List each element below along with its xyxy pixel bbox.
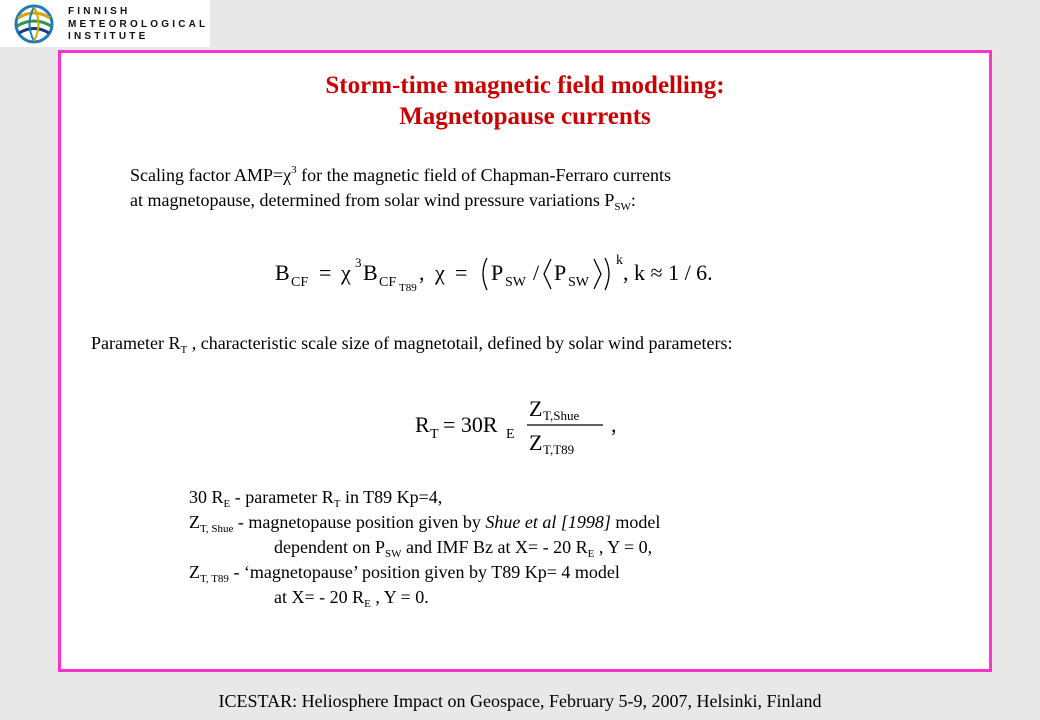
svg-text:T,Shue: T,Shue: [543, 408, 580, 423]
param-rt-line: Parameter $R_T$ , characteristic scale size of magnetotail, defined by solar wind parameters:: [91, 333, 733, 356]
fmi-globe-icon: [10, 4, 62, 44]
svg-text:SW: SW: [505, 275, 526, 290]
svg-text:B: B: [363, 260, 378, 285]
note-line-1: 30 $R_E$ - parameter $R_T$ in T89 Kp=4,: [189, 487, 443, 510]
svg-text:P: P: [491, 260, 504, 285]
note-line-2: $Z_{T, Shue}$ - magnetopause position given by Shue et al [1998] model: [189, 512, 661, 535]
svg-text:Z: Z: [529, 396, 543, 421]
svg-text:T,T89: T,T89: [543, 442, 575, 457]
svg-text:T: T: [430, 427, 439, 442]
svg-text:T89: T89: [399, 282, 417, 294]
svg-text:,: ,: [419, 260, 425, 285]
svg-text:R: R: [415, 412, 430, 437]
amp-line-2: at magnetopause, determined from solar wind pressure variations $P_{SW}$:: [130, 190, 636, 213]
svg-text:P: P: [554, 260, 567, 285]
svg-text:Z: Z: [529, 430, 543, 455]
svg-text:=: =: [319, 260, 332, 285]
svg-text:= 30R: = 30R: [443, 412, 498, 437]
svg-text:, k ≈ 1 / 6.: , k ≈ 1 / 6.: [623, 260, 713, 285]
svg-text:CF: CF: [379, 275, 397, 290]
svg-text:,: ,: [611, 412, 617, 437]
note-line-4: $Z_{T, T89}$ - ‘magnetopause’ position given by T89 Kp= 4 model: [189, 562, 620, 585]
slide-title: Storm-time magnetic field modelling: Magnetopause currents: [325, 72, 725, 130]
svg-text:3: 3: [355, 255, 362, 270]
note-line-5: at X= - 20 $R_E$ , Y = 0.: [274, 587, 429, 610]
equation-bcf: [261, 246, 741, 296]
svg-text:/: /: [533, 260, 540, 285]
slide-frame: [58, 50, 992, 672]
svg-text:E: E: [506, 427, 515, 442]
svg-text:SW: SW: [568, 275, 589, 290]
svg-text:χ: χ: [341, 260, 351, 285]
svg-text:=: =: [455, 260, 468, 285]
note-line-3: dependent on $P_{SW}$ and IMF Bz at X= - 20 $R_E$ , Y = 0,: [274, 537, 653, 560]
footer-conference: ICESTAR: Heliosphere Impact on Geospace, February 5-9, 2007, Helsinki, Finland: [218, 691, 822, 711]
svg-text:k: k: [616, 253, 623, 268]
svg-text:χ: χ: [435, 260, 445, 285]
equation-rt: [401, 390, 631, 462]
svg-text:CF: CF: [291, 275, 309, 290]
fmi-logo: [0, 0, 210, 47]
amp-line-1: Scaling factor $AMP=\chi^3$ for the magnetic field of Chapman-Ferraro currents: [130, 164, 671, 185]
fmi-logo-text: FINNISH METEOROLOGICAL INSTITUTE: [68, 6, 209, 42]
svg-text:B: B: [275, 260, 290, 285]
